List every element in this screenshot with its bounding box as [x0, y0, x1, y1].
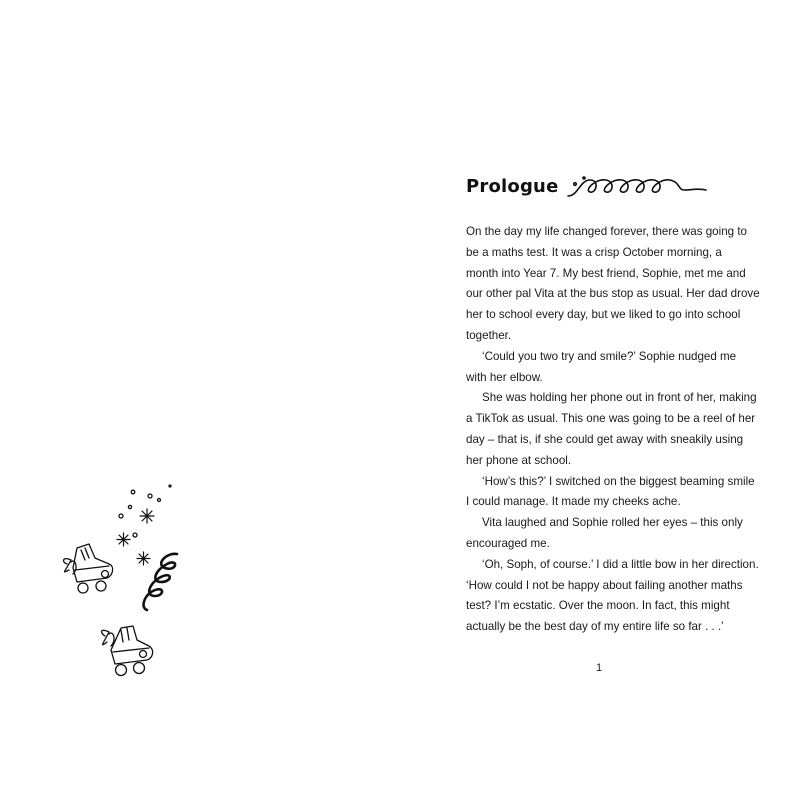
- chapter-heading: Prologue: [466, 176, 559, 197]
- text-line: Vita laughed and Sophie rolled her eyes – this only: [482, 516, 743, 530]
- text-line: She was holding her phone out in front of her, making: [482, 391, 757, 405]
- roller-skates-doodle: [55, 478, 190, 683]
- chapter-body: [466, 222, 760, 638]
- squiggle-ornament: [566, 174, 710, 202]
- text-line: be a maths test. It was a crisp October morning, a: [466, 245, 722, 259]
- text-line: encouraged me.: [466, 536, 550, 550]
- roller-skate-icon: [102, 626, 153, 676]
- text-line: I could manage. It made my cheeks ache.: [466, 495, 681, 509]
- roller-skate-icon: [64, 544, 113, 593]
- text-line: a TikTok as usual. This one was going to be a reel of her: [466, 412, 756, 426]
- dot-icon: [128, 505, 131, 508]
- star-icon: [137, 552, 150, 565]
- text-line: ‘How could I not be happy about failing another maths: [466, 578, 743, 592]
- star-icon: [117, 533, 130, 546]
- zigzag-squiggle: [144, 554, 177, 610]
- text-line: ‘Oh, Soph, of course.’ I did a little bow in her direction.: [482, 557, 759, 571]
- text-line: month into Year 7. My best friend, Sophie, met me and: [466, 266, 746, 280]
- dot-icon: [131, 490, 135, 494]
- dot-icon: [119, 514, 123, 518]
- page-number: 1: [596, 662, 603, 674]
- text-line: with her elbow.: [466, 370, 543, 384]
- text-line: On the day my life changed forever, there was going to: [466, 225, 747, 238]
- dot-icon: [133, 533, 137, 537]
- dot-icon: [158, 499, 161, 502]
- text-line: her phone at school.: [466, 453, 572, 467]
- text-line: actually be the best day of my entire life so far . . .’: [466, 620, 724, 634]
- text-line: together.: [466, 328, 512, 342]
- text-line: ‘Could you two try and smile?’ Sophie nudged me: [482, 349, 737, 363]
- text-line: day – that is, if she could get away with sneakily using: [466, 432, 744, 446]
- text-line: her to school every day, but we liked to go into school: [466, 308, 741, 322]
- dot-icon: [148, 494, 152, 498]
- dot-icon: [169, 485, 171, 487]
- star-icon: [140, 509, 154, 523]
- text-line: test? I’m ecstatic. Over the moon. In fact, this might: [466, 599, 730, 613]
- text-line: ‘How’s this?’ I switched on the biggest beaming smile: [482, 474, 755, 488]
- text-line: our other pal Vita at the bus stop as usual. Her dad drove: [466, 287, 760, 301]
